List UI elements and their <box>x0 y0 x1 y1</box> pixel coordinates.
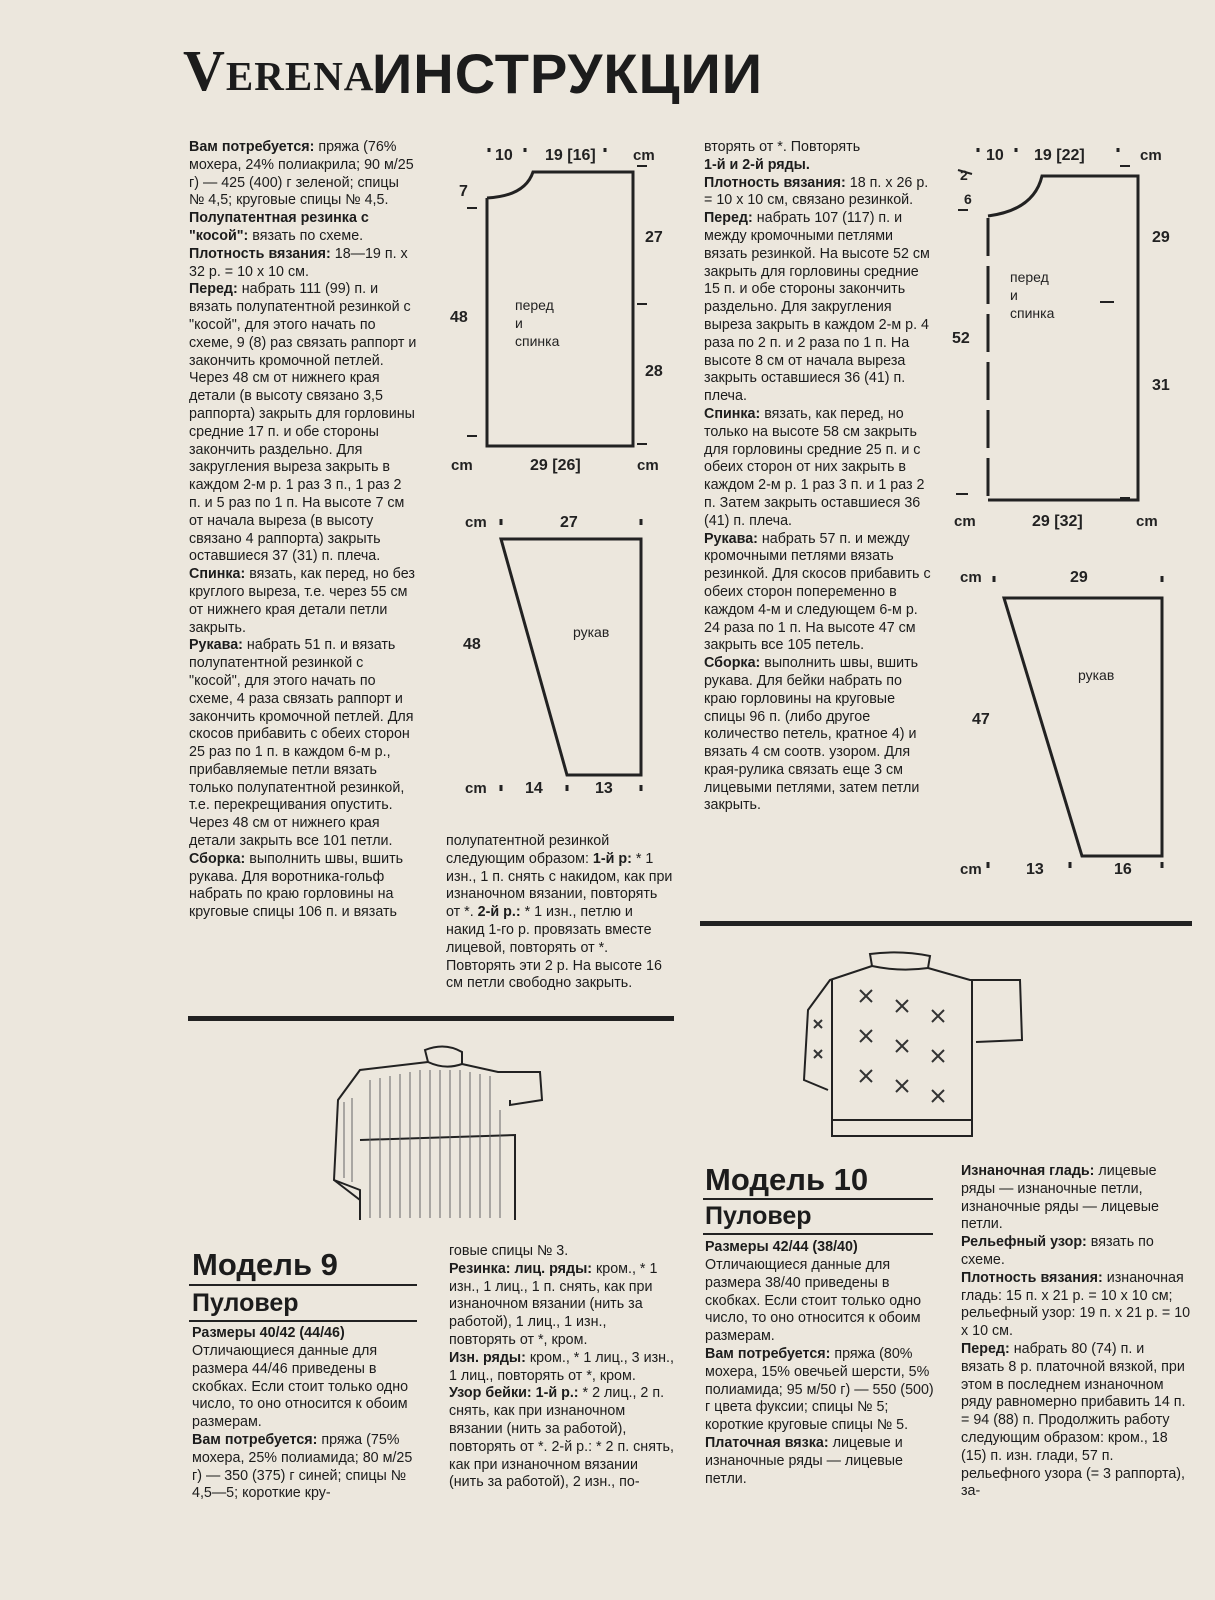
paragraph <box>449 1243 674 1261</box>
paragraph <box>705 1435 935 1488</box>
paragraph <box>704 210 932 406</box>
front-panel-outline-10 <box>988 176 1138 500</box>
dim-left-top: 7 <box>459 183 468 200</box>
paragraph-text: пряжа (80% мохера, 15% овечьей шерсти, 5% полиамида; 95 м/50 г) — 550 (500) г цвета фуксии; спицы № 5; короткие круговые спицы № 5. <box>705 1345 934 1434</box>
paragraph <box>961 1163 1191 1234</box>
paragraph-lead: Рукава: <box>704 530 758 547</box>
paragraph <box>704 175 932 211</box>
sleeve10-dim-bottom-a: 13 <box>1026 861 1044 878</box>
model9-sizes: Размеры 40/42 (44/46) <box>192 1325 345 1341</box>
dim-unit-right: cm <box>637 457 659 474</box>
paragraph-lead: 2-й р.: <box>477 904 521 921</box>
sleeve-dim-left: 48 <box>463 636 481 653</box>
paragraph-lead: Рельефный узор: <box>961 1234 1087 1251</box>
paragraph-text: * 2 лиц., 2 п. снять, как при изнаночном вязании (нить за работой), повторять от *. 2-й р.: * 2 п. снять, как при изнаночном вязании (нить за работой), 2 изн., по- <box>449 1385 674 1491</box>
paragraph <box>449 1350 674 1386</box>
model10-subheading-underline <box>703 1233 933 1235</box>
dim10-unit: cm <box>1140 147 1162 164</box>
page-title: ИНСТРУКЦИИ <box>372 42 763 105</box>
paragraph-text: выполнить швы, вшить рукава. Для воротника-гольф набрать по краю горловины на круговые спицы 106 п. и вязать <box>189 850 404 921</box>
model10-front-back-diagram <box>950 136 1180 536</box>
paragraph-text: пряжа (75% мохера, 25% полиамида; 80 м/25 г) — 350 (375) г синей; спицы № 4,5—5; короткие кру- <box>192 1431 413 1502</box>
dim-right-top: 27 <box>645 229 663 246</box>
model9-text-column-1 <box>189 139 417 922</box>
panel10-label-2: и <box>1010 287 1018 303</box>
sleeve-dim-bottom-a: 14 <box>525 780 543 797</box>
paragraph-text: вторять от *. Повторять <box>704 139 861 155</box>
panel10-label-3: спинка <box>1010 305 1055 321</box>
dim10-top-a: 10 <box>986 147 1004 164</box>
paragraph-lead: Полупатентная резинка с "косой": <box>189 210 369 244</box>
paragraph <box>961 1341 1191 1501</box>
sleeve-label: рукав <box>573 624 610 640</box>
paragraph-lead: Изн. ряды: <box>449 1349 526 1366</box>
sleeve10-label: рукав <box>1078 667 1115 683</box>
model9-front-back-diagram <box>445 136 675 486</box>
paragraph <box>704 157 932 175</box>
model9-sweater-illustration <box>320 1040 565 1220</box>
paragraph <box>189 851 417 922</box>
paragraph <box>961 1270 1191 1341</box>
paragraph-lead: Изнаночная гладь: <box>961 1163 1095 1179</box>
paragraph-lead: Перед: <box>961 1340 1010 1357</box>
paragraph-lead: Платочная вязка: <box>705 1434 829 1451</box>
paragraph <box>192 1343 418 1432</box>
paragraph-text: выполнить швы, вшить рукава. Для бейки набрать по краю горловины на круговые спицы 96 п. (либо другое количество петель, кратное 4) и вязать 4 см соотв. узором. Для края-рулика связать еще 3 см лицевыми петлями, затем петли закрыть. <box>704 655 920 814</box>
paragraph-text: кром., * 1 изн., 1 лиц., 1 п. снять, как при изнаночном вязании (нить за работой), 1 лиц., 1 изн., повторять от *, кром. <box>449 1260 658 1348</box>
paragraph-text: набрать 57 п. и между кромочными петлями вязать резинкой. Для скосов прибавить с обеих сторон попеременно в каждом 4-м и следующем 6-м р. 24 раза по 1 п. На высоте 47 см закрыть все 105 петель. <box>704 530 931 654</box>
paragraph <box>449 1385 674 1492</box>
paragraph-lead: Спинка: <box>704 405 761 422</box>
paragraph <box>192 1432 418 1503</box>
model9-sleeve-diagram <box>445 503 675 823</box>
paragraph-text: вязать, как перед, но без круглого выреза, т.е. через 55 см от нижнего края детали петли закрыть. <box>189 566 415 636</box>
model10-bottom-column-1 <box>705 1257 935 1488</box>
paragraph-text: вязать по схеме. <box>248 227 364 244</box>
dim-unit: cm <box>633 147 655 164</box>
model10-sizes: Размеры 42/44 (38/40) <box>705 1239 858 1255</box>
front-panel-outline <box>487 172 633 446</box>
paragraph-text: * 1 изн., петлю и накид 1-го р. провязать вместе лицевой, повторять от *. Повторять эти 2 р. На высоте 16 см петли свободно закрыть. <box>446 904 662 992</box>
paragraph-text: набрать 80 (74) п. и вязать 8 р. платочной вязкой, при этом в последнем изнаночном ряду равномерно прибавить 14 п. = 94 (88) п. Продолжить работу следующим образом: кром., 18 (15) п. изн. глади, 57 п. рельефного узора (= 3 раппорта), за- <box>961 1340 1186 1500</box>
paragraph <box>704 531 932 656</box>
paragraph-text: набрать 51 п. и вязать полупатентной резинкой с "косой", для этого начать по схеме, 4 раза связать раппорт и закончить кромочной петлей. Для скосов прибавить с обеих сторон 25 раз по 1 п. в каждом 6-м р., прибавляемые петли вязать только полупатентной резинкой, т.е. перекрещивания опустить. Через 48 см от нижнего края детали закрыть все 101 петли. <box>189 637 414 850</box>
paragraph <box>961 1234 1191 1270</box>
paragraph-lead: 1-й и 2-й ряды. <box>704 156 810 173</box>
model10-subheading: Пуловер <box>705 1202 812 1230</box>
paragraph-lead: Вам потребуется: <box>192 1431 318 1448</box>
paragraph-lead: Сборка: <box>189 850 246 867</box>
paragraph-lead: Узор бейки: 1-й р.: <box>449 1385 579 1402</box>
paragraph <box>704 139 932 157</box>
paragraph-text: лицевые и изнаночные ряды — лицевые петли. <box>705 1434 903 1487</box>
paragraph <box>189 281 417 566</box>
dim-top-b: 19 [16] <box>545 147 596 164</box>
paragraph-text: набрать 111 (99) п. и вязать полупатентной резинкой с "косой", для этого начать по схеме, 9 (8) раз связать раппорт и закончить кромочной петлей. Через 48 см от нижнего края детали (в высоту связано 3,5 раппорта) закрыть для горловины средние 17 п. и обе стороны закончить раздельно. Для закругления выреза закрыть в каждом 2-м р. 1 раз 3 п., 1 раз 2 п. и 5 раз по 1 п. На высоте 7 см от начала выреза (в высоту связано 4 раппорта) закрыть оставшиеся 37 (31) п. плеча. <box>189 281 417 565</box>
model9-subheading-underline <box>189 1320 417 1322</box>
paragraph-text: Отличающиеся данные для размера 44/46 приведены в скобках. Если стоит только одно число, то оно относится к обоим размерам. <box>192 1343 409 1431</box>
paragraph-lead: 1-й р: <box>592 850 632 867</box>
dim10-bottom: 29 [32] <box>1032 513 1083 530</box>
model10-bottom-column-2 <box>961 1163 1191 1501</box>
divider-model10 <box>700 921 1192 926</box>
paragraph-text: полупатентной резинкой следующим образом: <box>446 833 610 867</box>
model10-sleeve-diagram <box>950 556 1180 896</box>
paragraph <box>189 246 417 282</box>
model9-bottom-column-2 <box>449 1243 674 1492</box>
dim10-left-top-a: 2 <box>960 167 968 183</box>
sleeve-dim-top: 27 <box>560 514 578 531</box>
paragraph-lead: Плотность вязания: <box>961 1269 1103 1286</box>
model10-sweater-illustration <box>800 950 1045 1140</box>
paragraph <box>189 139 417 210</box>
paragraph <box>189 566 417 637</box>
dim10-right-bottom: 31 <box>1152 377 1170 394</box>
paragraph-text: пряжа (76% мохера, 24% полиакрила; 90 м/25 г) — 425 (400) г зеленой; спицы № 4,5; круговые спицы № 4,5. <box>189 139 414 209</box>
paragraph-lead: Плотность вязания: <box>704 174 846 191</box>
paragraph-text: 18—19 п. х 32 р. = 10 х 10 см. <box>189 245 408 280</box>
model9-text-column-2 <box>446 833 674 993</box>
paragraph-text: 18 п. х 26 р. = 10 х 10 см, связано резинкой. <box>704 174 929 209</box>
panel-label-1: перед <box>515 297 554 313</box>
model9-heading: Модель 9 <box>192 1247 338 1282</box>
paragraph <box>705 1257 935 1346</box>
dim-unit-left: cm <box>451 457 473 474</box>
paragraph <box>704 406 932 531</box>
sleeve10-dim-bottom-b: 16 <box>1114 861 1132 878</box>
paragraph-text: кром., * 1 лиц., 3 изн., 1 лиц., повторять от *, кром. <box>449 1349 674 1384</box>
model9-subheading: Пуловер <box>192 1289 299 1317</box>
panel10-label-1: перед <box>1010 269 1049 285</box>
paragraph-lead: Резинка: лиц. ряды: <box>449 1260 593 1277</box>
paragraph-text: * 1 изн., 1 п. снять с накидом, как при изнаночном вязании, повторять от *. <box>446 850 673 921</box>
paragraph-lead: Плотность вязания: <box>189 245 331 262</box>
paragraph-lead: Спинка: <box>189 566 246 583</box>
dim10-unit-right: cm <box>1136 513 1158 530</box>
model10-text-column-1 <box>704 139 932 815</box>
paragraph-lead: Вам потребуется: <box>705 1345 831 1362</box>
dim-left: 48 <box>450 309 468 326</box>
paragraph-lead: Вам потребуется: <box>189 139 315 155</box>
sleeve10-dim-left: 47 <box>972 711 990 728</box>
paragraph-text: вязать по схеме. <box>961 1234 1154 1268</box>
sleeve-dim-bottom-b: 13 <box>595 780 613 797</box>
dim-bottom: 29 [26] <box>530 457 581 474</box>
dim10-left: 52 <box>952 330 970 347</box>
paragraph <box>705 1346 935 1435</box>
dim10-top-b: 19 [22] <box>1034 147 1085 164</box>
dim10-unit-left: cm <box>954 513 976 530</box>
dim10-right-top: 29 <box>1152 229 1170 246</box>
paragraph-text: Отличающиеся данные для размера 38/40 приведены в скобках. Если стоит только одно число, то оно относится к обоим размерам. <box>705 1257 922 1345</box>
paragraph <box>449 1261 674 1350</box>
sleeve10-unit-bottom: cm <box>960 861 982 878</box>
paragraph <box>704 655 932 815</box>
paragraph-text: лицевые ряды — изнаночные петли, изнаночные ряды — лицевые петли. <box>961 1163 1159 1233</box>
paragraph-lead: Перед: <box>189 281 238 298</box>
dim-top-a: 10 <box>495 147 513 164</box>
sleeve-unit-bottom: cm <box>465 780 487 797</box>
paragraph <box>189 637 417 851</box>
paragraph-text: изнаночная гладь: 15 п. х 21 р. = 10 х 10 см; рельефный узор: 19 п. х 21 р. = 10 х 10 см. <box>961 1269 1191 1340</box>
paragraph-lead: Сборка: <box>704 655 761 672</box>
paragraph-text: вязать, как перед, но только на высоте 58 см закрыть для горловины средние 25 п. и с обеих сторон от них закрыть в каждом 2-м р. 1 раз 3 п. и 1 раз 2 п. Затем закрыть оставшиеся 36 (41) п. плеча. <box>704 405 925 529</box>
sleeve10-dim-top: 29 <box>1070 569 1088 586</box>
dim10-left-top-b: 6 <box>964 191 972 207</box>
model9-heading-underline <box>189 1284 417 1286</box>
dim-right-bottom: 28 <box>645 363 663 380</box>
paragraph-lead: Рукава: <box>189 637 243 654</box>
model10-heading: Модель 10 <box>705 1162 869 1197</box>
panel-label-2: и <box>515 315 523 331</box>
brand-logo: Verena <box>183 38 375 103</box>
divider-model9 <box>188 1016 674 1021</box>
paragraph-text: говые спицы № 3. <box>449 1243 569 1259</box>
paragraph-text: набрать 107 (117) п. и между кромочными петлями вязать резинкой. На высоте 52 см закрыть для горловины средние 15 п. и обе стороны закончить раздельно. Для закругления выреза закрыть в каждом 2-м р. 4 раза по 2 п. и 2 раза по 1 п. На высоте 8 см от начала выреза закрыть оставшиеся 36 (41) п. плеча. <box>704 210 930 405</box>
sleeve-unit-top: cm <box>465 514 487 531</box>
model9-bottom-column-1 <box>192 1343 418 1503</box>
sleeve10-unit-top: cm <box>960 569 982 586</box>
paragraph-lead: Перед: <box>704 210 753 227</box>
sleeve-outline <box>501 539 641 775</box>
panel-label-3: спинка <box>515 333 560 349</box>
paragraph <box>189 210 417 246</box>
sleeve10-outline <box>1004 598 1162 856</box>
model10-heading-underline <box>703 1198 933 1200</box>
